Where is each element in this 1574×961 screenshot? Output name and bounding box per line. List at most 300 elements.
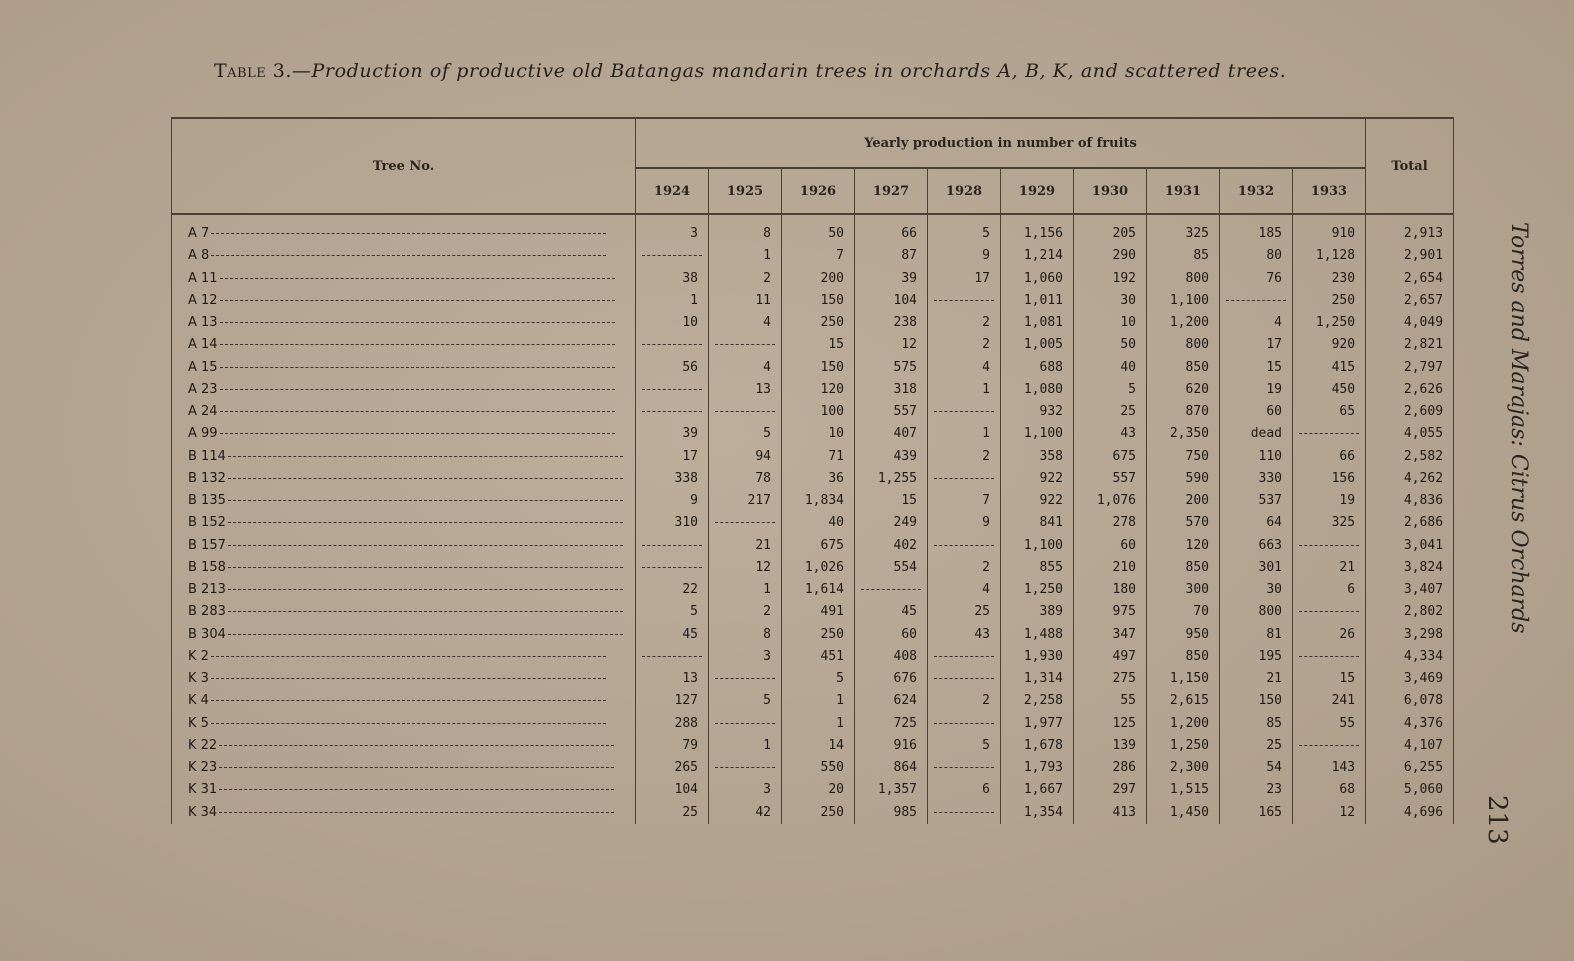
empty-dash — [934, 300, 994, 301]
production-cell — [636, 379, 709, 401]
dot-leader — [228, 634, 623, 635]
production-cell: 12 — [709, 557, 782, 579]
table-row — [172, 668, 1454, 690]
tree-number: K 22 — [188, 737, 218, 753]
tree-number-cell — [172, 802, 636, 824]
production-cell: 2,300 — [1147, 757, 1220, 779]
dot-leader — [228, 456, 623, 457]
production-cell: 19 — [1293, 490, 1366, 512]
tree-number-cell — [172, 579, 636, 601]
production-cell: 1,150 — [1147, 668, 1220, 690]
production-cell: 125 — [1074, 713, 1147, 735]
production-cell: 1,255 — [855, 468, 928, 490]
production-cell: 210 — [1074, 557, 1147, 579]
production-cell: 42 — [709, 802, 782, 824]
production-cell: 1,081 — [1001, 312, 1074, 334]
table-row — [172, 690, 1454, 712]
dot-leader — [220, 367, 615, 368]
production-cell: 139 — [1074, 735, 1147, 757]
tree-number: A 24 — [188, 404, 218, 420]
production-cell: 19 — [1220, 379, 1293, 401]
production-cell: 143 — [1293, 757, 1366, 779]
production-cell: 205 — [1074, 214, 1147, 245]
production-cell: 922 — [1001, 490, 1074, 512]
production-cell: 1 — [928, 423, 1001, 445]
dot-leader — [211, 656, 606, 657]
empty-dash — [715, 522, 775, 523]
year-header-1926: 1926 — [782, 168, 855, 214]
year-header-1929: 1929 — [1001, 168, 1074, 214]
production-cell: 389 — [1001, 601, 1074, 623]
dot-leader — [211, 678, 606, 679]
production-cell: 38 — [636, 268, 709, 290]
total-cell: 2,821 — [1366, 334, 1454, 356]
production-cell: 249 — [855, 512, 928, 534]
production-cell: 60 — [855, 624, 928, 646]
tree-number: B 135 — [188, 493, 226, 509]
total-cell: 2,913 — [1366, 214, 1454, 245]
empty-dash — [934, 678, 994, 679]
tree-number: B 158 — [188, 559, 226, 575]
table-row — [172, 512, 1454, 534]
dot-leader — [220, 300, 615, 301]
tree-number-cell — [172, 268, 636, 290]
tree-number: K 31 — [188, 782, 218, 798]
production-cell: 1 — [709, 245, 782, 267]
production-cell: 1,011 — [1001, 290, 1074, 312]
table-row — [172, 401, 1454, 423]
empty-dash — [642, 567, 702, 568]
production-cell: 81 — [1220, 624, 1293, 646]
production-cell: 10 — [636, 312, 709, 334]
production-cell — [928, 290, 1001, 312]
production-cell: 43 — [1074, 423, 1147, 445]
production-cell: 217 — [709, 490, 782, 512]
production-cell: 1,250 — [1147, 735, 1220, 757]
empty-dash — [1299, 611, 1359, 612]
production-cell: 8 — [709, 214, 782, 245]
production-cell: 2 — [928, 557, 1001, 579]
table-row — [172, 357, 1454, 379]
production-cell: 850 — [1147, 357, 1220, 379]
total-cell: 6,255 — [1366, 757, 1454, 779]
dot-leader — [211, 723, 606, 724]
production-cell: 68 — [1293, 779, 1366, 801]
production-cell: 1,200 — [1147, 312, 1220, 334]
table-row — [172, 601, 1454, 623]
production-cell: 1,005 — [1001, 334, 1074, 356]
year-header-1924: 1924 — [636, 168, 709, 214]
production-cell: 850 — [1147, 646, 1220, 668]
production-cell: 238 — [855, 312, 928, 334]
dot-leader — [211, 700, 606, 701]
tree-number-cell — [172, 446, 636, 468]
production-cell — [709, 512, 782, 534]
production-cell: 12 — [1293, 802, 1366, 824]
tree-number-cell — [172, 357, 636, 379]
production-cell: 7 — [782, 245, 855, 267]
production-cell: 15 — [1220, 357, 1293, 379]
production-cell: 910 — [1293, 214, 1366, 245]
dot-leader — [228, 478, 623, 479]
production-cell: 25 — [1220, 735, 1293, 757]
dot-leader — [228, 500, 623, 501]
production-cell: 25 — [928, 601, 1001, 623]
production-cell: 290 — [1074, 245, 1147, 267]
production-cell: 13 — [636, 668, 709, 690]
empty-dash — [642, 344, 702, 345]
dot-leader — [219, 745, 614, 746]
production-cell: 550 — [782, 757, 855, 779]
table-body — [172, 214, 1454, 824]
production-cell: 5 — [709, 690, 782, 712]
tree-number-cell — [172, 557, 636, 579]
production-cell: 300 — [1147, 579, 1220, 601]
production-cell: 1 — [782, 690, 855, 712]
dot-leader — [211, 255, 606, 256]
tree-number: K 5 — [188, 715, 209, 731]
table-row — [172, 646, 1454, 668]
tree-number: B 132 — [188, 470, 226, 486]
tree-number: A 14 — [188, 337, 218, 353]
production-cell: 325 — [1293, 512, 1366, 534]
production-cell: 570 — [1147, 512, 1220, 534]
production-cell — [1220, 290, 1293, 312]
production-cell: 725 — [855, 713, 928, 735]
production-table — [171, 117, 1454, 824]
production-cell: 1,200 — [1147, 713, 1220, 735]
production-cell: 120 — [782, 379, 855, 401]
production-cell: 3 — [636, 214, 709, 245]
dot-leader — [220, 389, 615, 390]
tree-number: K 3 — [188, 671, 209, 687]
production-cell — [928, 802, 1001, 824]
empty-dash — [934, 411, 994, 412]
production-cell: 85 — [1147, 245, 1220, 267]
production-cell: 9 — [636, 490, 709, 512]
production-cell: 870 — [1147, 401, 1220, 423]
production-cell: 1,128 — [1293, 245, 1366, 267]
production-cell: 408 — [855, 646, 928, 668]
production-cell — [1293, 646, 1366, 668]
production-cell: 241 — [1293, 690, 1366, 712]
production-cell: 5 — [709, 423, 782, 445]
production-cell: 15 — [1293, 668, 1366, 690]
total-cell: 2,582 — [1366, 446, 1454, 468]
production-cell: 5 — [636, 601, 709, 623]
empty-dash — [1299, 656, 1359, 657]
production-cell: 1,250 — [1293, 312, 1366, 334]
empty-dash — [642, 545, 702, 546]
tree-number: B 157 — [188, 537, 226, 553]
production-cell: 50 — [782, 214, 855, 245]
dot-leader — [219, 789, 614, 790]
year-header-1932: 1932 — [1220, 168, 1293, 214]
tree-number-cell — [172, 624, 636, 646]
production-cell: 3 — [709, 779, 782, 801]
tree-number-cell — [172, 601, 636, 623]
dot-leader — [220, 433, 615, 434]
production-cell: 1,678 — [1001, 735, 1074, 757]
production-cell: 1,100 — [1001, 535, 1074, 557]
total-cell: 2,654 — [1366, 268, 1454, 290]
production-cell: 1 — [928, 379, 1001, 401]
tree-number: A 99 — [188, 426, 218, 442]
production-cell: 40 — [1074, 357, 1147, 379]
empty-dash — [642, 389, 702, 390]
production-cell — [928, 713, 1001, 735]
production-cell: 20 — [782, 779, 855, 801]
production-cell: 286 — [1074, 757, 1147, 779]
dot-leader — [220, 278, 615, 279]
production-cell — [1293, 535, 1366, 557]
table-row — [172, 312, 1454, 334]
production-cell: 297 — [1074, 779, 1147, 801]
production-cell: 65 — [1293, 401, 1366, 423]
tree-number-cell — [172, 713, 636, 735]
production-cell: 150 — [782, 357, 855, 379]
table-row — [172, 290, 1454, 312]
production-cell — [709, 401, 782, 423]
production-cell: 2 — [928, 690, 1001, 712]
production-cell: 10 — [782, 423, 855, 445]
production-cell: 1,450 — [1147, 802, 1220, 824]
tree-number: B 152 — [188, 515, 226, 531]
production-cell: 127 — [636, 690, 709, 712]
production-cell: 864 — [855, 757, 928, 779]
production-cell: 1,100 — [1147, 290, 1220, 312]
tree-number-cell — [172, 401, 636, 423]
year-header-1927: 1927 — [855, 168, 928, 214]
production-cell: 200 — [782, 268, 855, 290]
table-row — [172, 557, 1454, 579]
tree-number: A 11 — [188, 270, 218, 286]
tree-number-cell — [172, 468, 636, 490]
running-head-area — [1476, 222, 1536, 692]
production-cell: 150 — [1220, 690, 1293, 712]
production-cell: 60 — [1074, 535, 1147, 557]
production-cell: 663 — [1220, 535, 1293, 557]
tree-number-cell — [172, 779, 636, 801]
production-cell: 413 — [1074, 802, 1147, 824]
production-cell: 407 — [855, 423, 928, 445]
total-cell: 3,824 — [1366, 557, 1454, 579]
total-cell: 2,901 — [1366, 245, 1454, 267]
total-cell: 4,107 — [1366, 735, 1454, 757]
production-cell: 66 — [855, 214, 928, 245]
empty-dash — [715, 767, 775, 768]
production-cell: 30 — [1220, 579, 1293, 601]
production-cell: 338 — [636, 468, 709, 490]
tree-number: A 7 — [188, 226, 210, 242]
production-cell: 2,350 — [1147, 423, 1220, 445]
production-cell: 676 — [855, 668, 928, 690]
production-cell: 5 — [928, 214, 1001, 245]
production-cell: 85 — [1220, 713, 1293, 735]
table-row — [172, 757, 1454, 779]
production-cell: 13 — [709, 379, 782, 401]
total-cell: 3,407 — [1366, 579, 1454, 601]
production-cell: 10 — [1074, 312, 1147, 334]
tree-number: B 213 — [188, 582, 226, 598]
production-cell: 156 — [1293, 468, 1366, 490]
empty-dash — [934, 478, 994, 479]
production-cell: 675 — [782, 535, 855, 557]
production-cell: 1,100 — [1001, 423, 1074, 445]
production-cell: 301 — [1220, 557, 1293, 579]
production-cell: 1,060 — [1001, 268, 1074, 290]
production-cell: 104 — [855, 290, 928, 312]
production-cell: 21 — [1293, 557, 1366, 579]
production-cell: 3 — [709, 646, 782, 668]
total-cell: 3,041 — [1366, 535, 1454, 557]
production-cell: 78 — [709, 468, 782, 490]
total-cell: 2,626 — [1366, 379, 1454, 401]
production-cell — [636, 557, 709, 579]
production-cell — [709, 757, 782, 779]
production-cell: 87 — [855, 245, 928, 267]
caption-text: —Production of productive old Batangas mandarin trees in orchards A, B, K, and scattered trees. — [291, 60, 1287, 82]
production-cell: 922 — [1001, 468, 1074, 490]
production-cell: 100 — [782, 401, 855, 423]
total-cell: 4,376 — [1366, 713, 1454, 735]
dot-leader — [220, 322, 615, 323]
production-cell: 1 — [636, 290, 709, 312]
total-cell: 2,802 — [1366, 601, 1454, 623]
tree-number: A 13 — [188, 315, 218, 331]
production-cell: 7 — [928, 490, 1001, 512]
dot-leader — [228, 611, 623, 612]
production-cell: 22 — [636, 579, 709, 601]
dot-leader — [219, 812, 614, 813]
total-cell: 4,334 — [1366, 646, 1454, 668]
production-cell: 1,357 — [855, 779, 928, 801]
production-cell: 8 — [709, 624, 782, 646]
production-cell: 1,488 — [1001, 624, 1074, 646]
table-row — [172, 802, 1454, 824]
production-cell: 15 — [855, 490, 928, 512]
production-cell: 110 — [1220, 446, 1293, 468]
production-cell: 30 — [1074, 290, 1147, 312]
production-cell: 80 — [1220, 245, 1293, 267]
production-cell: 2,258 — [1001, 690, 1074, 712]
year-header-1933: 1933 — [1293, 168, 1366, 214]
production-cell: 1,515 — [1147, 779, 1220, 801]
production-cell: 800 — [1147, 268, 1220, 290]
production-cell: 1,214 — [1001, 245, 1074, 267]
production-cell: 17 — [1220, 334, 1293, 356]
production-cell: 1,156 — [1001, 214, 1074, 245]
production-cell: 43 — [928, 624, 1001, 646]
total-cell: 2,657 — [1366, 290, 1454, 312]
total-cell: 3,469 — [1366, 668, 1454, 690]
production-cell: 491 — [782, 601, 855, 623]
production-cell — [709, 668, 782, 690]
production-cell: 1,354 — [1001, 802, 1074, 824]
table-row — [172, 535, 1454, 557]
production-cell: 2 — [709, 268, 782, 290]
total-cell: 4,055 — [1366, 423, 1454, 445]
production-cell — [928, 668, 1001, 690]
table-row — [172, 379, 1454, 401]
production-cell: 17 — [928, 268, 1001, 290]
production-cell: 71 — [782, 446, 855, 468]
production-cell: 800 — [1147, 334, 1220, 356]
production-cell: 318 — [855, 379, 928, 401]
production-cell: 26 — [1293, 624, 1366, 646]
year-header-1931: 1931 — [1147, 168, 1220, 214]
empty-dash — [934, 656, 994, 657]
production-cell — [928, 535, 1001, 557]
tree-number: A 15 — [188, 359, 218, 375]
tree-number-cell — [172, 735, 636, 757]
table-row — [172, 214, 1454, 245]
tree-number-cell — [172, 668, 636, 690]
table-row — [172, 423, 1454, 445]
production-cell — [1293, 423, 1366, 445]
tree-number: K 23 — [188, 760, 218, 776]
production-cell: 5 — [782, 668, 855, 690]
production-cell: 275 — [1074, 668, 1147, 690]
production-cell: 120 — [1147, 535, 1220, 557]
total-cell: 2,686 — [1366, 512, 1454, 534]
total-cell: 2,797 — [1366, 357, 1454, 379]
production-cell: 1,026 — [782, 557, 855, 579]
production-cell: 250 — [782, 624, 855, 646]
caption-lead: Table 3. — [214, 60, 292, 82]
empty-dash — [715, 723, 775, 724]
production-cell: 1,930 — [1001, 646, 1074, 668]
dot-leader — [219, 767, 614, 768]
table-row — [172, 735, 1454, 757]
yearly-production-header: Yearly production in number of fruits — [636, 118, 1366, 168]
dot-leader — [228, 522, 623, 523]
production-cell: 21 — [709, 535, 782, 557]
tree-number-cell — [172, 690, 636, 712]
production-cell — [636, 245, 709, 267]
page-number: 213 — [1482, 795, 1512, 845]
production-cell: 185 — [1220, 214, 1293, 245]
production-cell: 230 — [1293, 268, 1366, 290]
empty-dash — [1226, 300, 1286, 301]
production-cell: 916 — [855, 735, 928, 757]
production-cell: 180 — [1074, 579, 1147, 601]
production-cell: 4 — [928, 579, 1001, 601]
production-cell: 1,977 — [1001, 713, 1074, 735]
production-cell — [1293, 735, 1366, 757]
production-cell: 950 — [1147, 624, 1220, 646]
tree-number: B 283 — [188, 604, 226, 620]
production-cell: 2 — [928, 446, 1001, 468]
production-cell: 5 — [928, 735, 1001, 757]
production-cell: 195 — [1220, 646, 1293, 668]
tree-no-header: Tree No. — [172, 118, 636, 214]
production-cell: 450 — [1293, 379, 1366, 401]
table-row — [172, 490, 1454, 512]
production-cell: 45 — [636, 624, 709, 646]
production-cell: 23 — [1220, 779, 1293, 801]
production-cell: 6 — [928, 779, 1001, 801]
production-cell: 94 — [709, 446, 782, 468]
tree-number-cell — [172, 312, 636, 334]
empty-dash — [642, 656, 702, 657]
production-cell: 620 — [1147, 379, 1220, 401]
empty-dash — [934, 812, 994, 813]
production-cell: 76 — [1220, 268, 1293, 290]
production-cell: 4 — [928, 357, 1001, 379]
tree-number-cell — [172, 423, 636, 445]
tree-number: B 114 — [188, 448, 226, 464]
